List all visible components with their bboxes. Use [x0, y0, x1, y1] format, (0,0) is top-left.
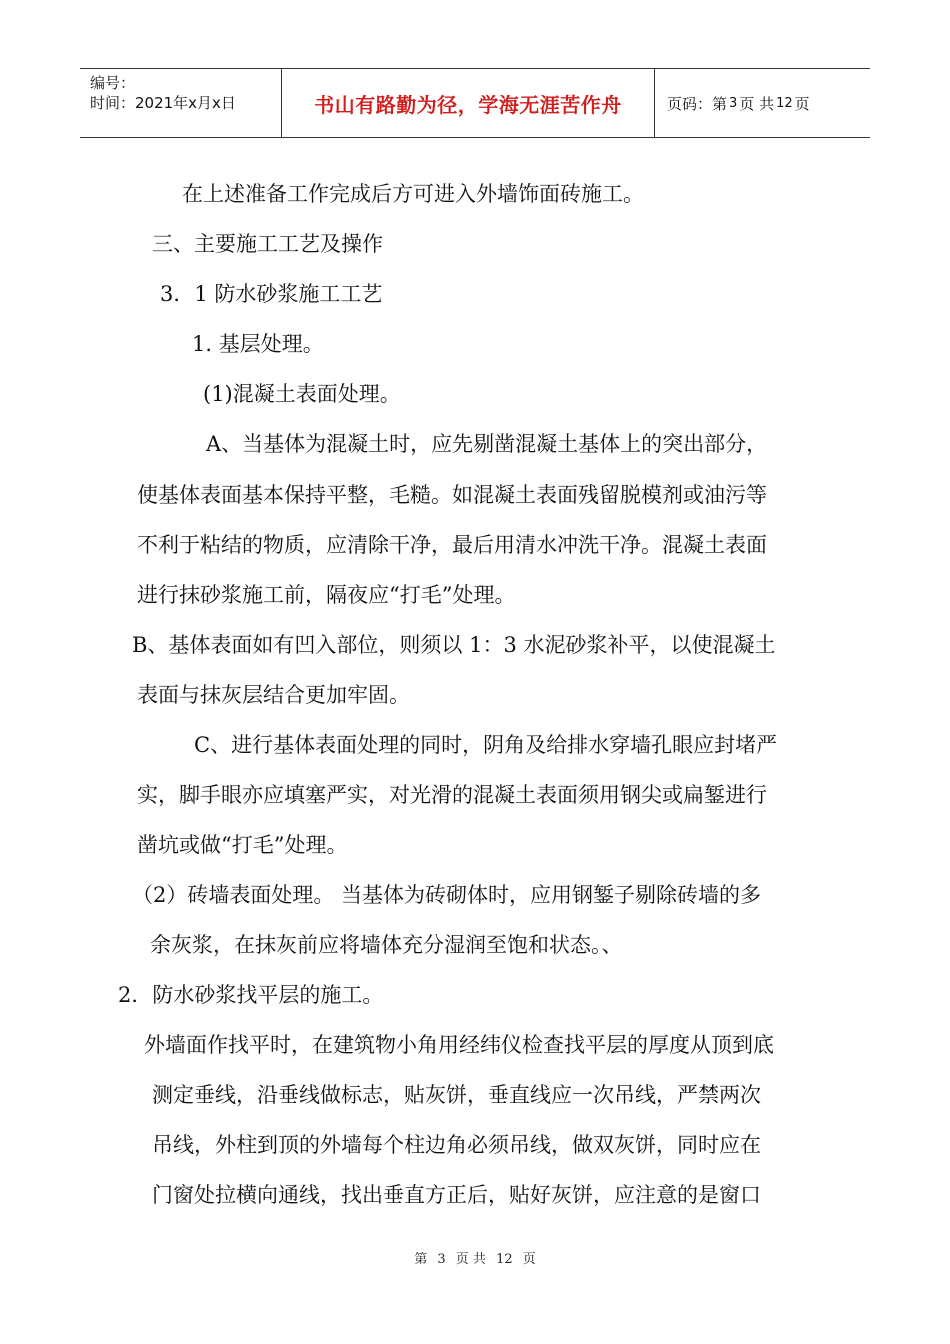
body-line-7: 使基体表面基本保持平整，毛糙。如混凝土表面残留脱模剂或油污等 [137, 483, 767, 507]
step-heading-2: 2．防水砂浆找平层的施工。 [118, 983, 384, 1007]
subsection-heading: 3．1 防水砂浆施工工艺 [160, 282, 383, 306]
date-label: 时间：2021年x月x日 [90, 94, 236, 112]
section-heading: 三、主要施工工艺及操作 [152, 232, 383, 256]
body-line-8: 不利于粘结的物质，应清除干净，最后用清水冲洗干净。混凝土表面 [137, 533, 767, 557]
body-line-6: A、当基体为混凝土时，应先剔凿混凝土基体上的突出部分， [206, 432, 768, 456]
body-line-16: 余灰浆，在抹灰前应将墙体充分湿润至饱和状态。、 [150, 933, 623, 957]
header-page-total: 12 [776, 95, 793, 111]
footer-prefix: 第 [414, 1252, 428, 1267]
body-line-18: 外墙面作找平时，在建筑物小角用经纬仪检查找平层的厚度从顶到底 [144, 1033, 774, 1057]
footer-suffix: 页 [522, 1252, 536, 1267]
body-line-13: 实，脚手眼亦应填塞严实，对光滑的混凝土表面须用钢尖或扁錾进行 [137, 783, 767, 807]
header-page-middle: 页 共 [739, 94, 775, 113]
body-line-14: 凿坑或做“打毛”处理。 [137, 833, 348, 857]
body-line-9: 进行抹砂浆施工前，隔夜应“打毛”处理。 [137, 583, 516, 607]
header-page-prefix: 页码：第 [667, 94, 728, 113]
substep-heading: (1)混凝土表面处理。 [203, 382, 401, 406]
header-page-suffix: 页 [794, 94, 810, 113]
body-line-15: （2）砖墙表面处理。 当基体为砖砌体时，应用钢錾子剔除砖墙的多 [132, 883, 762, 907]
body-line-10: B、基体表面如有凹入部位，则须以 1：3 水泥砂浆补平，以使混凝土 [132, 633, 776, 657]
header-page-indicator [655, 69, 870, 137]
footer-total: 12 [496, 1252, 513, 1267]
header-page-current: 3 [729, 95, 738, 111]
body-line-1: 在上述准备工作完成后方可进入外墙饰面砖施工。 [182, 182, 644, 206]
body-line-20: 吊线，外柱到顶的外墙每个柱边角必须吊线，做双灰饼，同时应在 [152, 1133, 761, 1157]
body-line-19: 测定垂线，沿垂线做标志，贴灰饼，垂直线应一次吊线，严禁两次 [152, 1083, 761, 1107]
page-footer [0, 1248, 950, 1267]
body-line-12: C、进行基体表面处理的同时，阴角及给排水穿墙孔眼应封堵严 [194, 733, 778, 757]
code-label: 编号： [90, 74, 136, 92]
header-meta-cell [80, 69, 282, 137]
body-line-11: 表面与抹灰层结合更加牢固。 [137, 683, 410, 707]
footer-middle: 页 共 [455, 1252, 486, 1267]
motto: 书山有路勤为径，学海无涯苦作舟 [282, 69, 655, 137]
page-header [80, 68, 870, 138]
body-line-21: 门窗处拉横向通线，找出垂直方正后，贴好灰饼，应注意的是窗口 [152, 1183, 761, 1207]
footer-current: 3 [437, 1252, 446, 1267]
step-heading: 1. 基层处理。 [192, 332, 324, 356]
